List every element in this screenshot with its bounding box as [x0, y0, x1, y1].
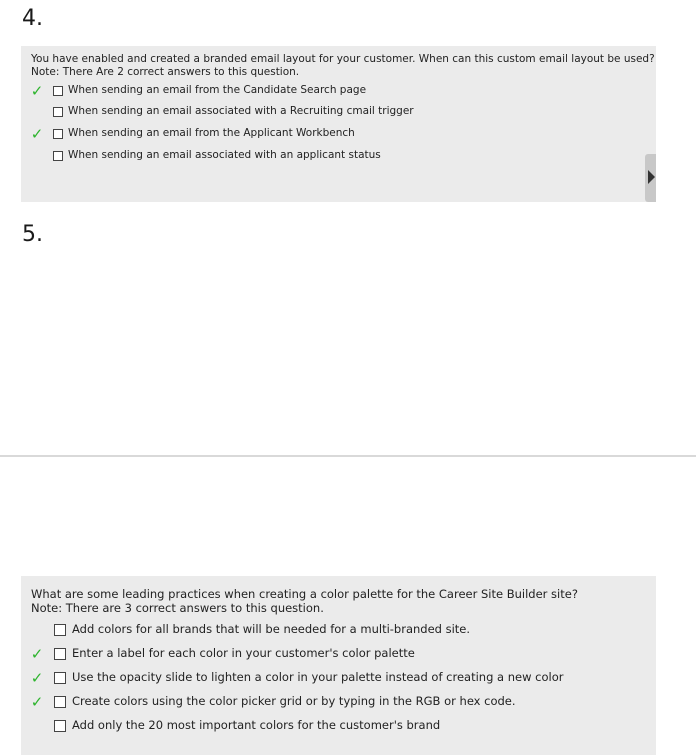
- option-checkbox[interactable]: [53, 86, 63, 96]
- option-checkbox[interactable]: [53, 107, 63, 117]
- question-5-prompt: [31, 587, 578, 615]
- question-4-prompt-line2: Note: There Are 2 correct answers to this question.: [31, 66, 300, 78]
- question-5-panel: [21, 576, 656, 755]
- chevron-right-icon: [648, 170, 655, 184]
- option-label: Create colors using the color picker grid or by typing in the RGB or hex code.: [72, 694, 516, 708]
- option-checkbox[interactable]: [54, 624, 66, 636]
- option-checkbox[interactable]: [54, 672, 66, 684]
- question-5-option-2[interactable]: [21, 646, 641, 662]
- correct-check-icon: ✓: [30, 645, 44, 663]
- question-4-option-4[interactable]: [21, 148, 641, 164]
- option-label: Add only the 20 most important colors for the customer's brand: [72, 718, 441, 732]
- question-5-option-1[interactable]: [21, 622, 641, 638]
- correct-check-icon: ✓: [30, 125, 44, 143]
- question-4-prompt-line1: You have enabled and created a branded email layout for your customer. When can this custom email layout be used?: [31, 53, 655, 65]
- option-checkbox[interactable]: [54, 696, 66, 708]
- option-label: Enter a label for each color in your customer's color palette: [72, 646, 415, 660]
- option-checkbox[interactable]: [54, 720, 66, 732]
- question-4-prompt: [31, 53, 655, 79]
- option-label: When sending an email from the Candidate Search page: [68, 84, 367, 96]
- question-5-prompt-line1: What are some leading practices when creating a color palette for the Career Site Builder site?: [31, 587, 578, 601]
- question-4-panel: [21, 46, 656, 202]
- question-4-option-1[interactable]: [21, 83, 641, 99]
- option-checkbox[interactable]: [54, 648, 66, 660]
- question-4-option-3[interactable]: [21, 126, 641, 142]
- option-label: When sending an email associated with an applicant status: [68, 149, 381, 161]
- page-divider: [0, 455, 696, 457]
- question-4-number: 4.: [22, 6, 43, 31]
- option-label: Add colors for all brands that will be needed for a multi-branded site.: [72, 622, 471, 636]
- option-checkbox[interactable]: [53, 129, 63, 139]
- question-4-option-2[interactable]: [21, 104, 641, 120]
- question-5-option-3[interactable]: [21, 670, 641, 686]
- question-5-option-5[interactable]: [21, 718, 641, 734]
- correct-check-icon: ✓: [30, 669, 44, 687]
- side-panel-toggle[interactable]: [645, 154, 656, 202]
- correct-check-icon: ✓: [30, 82, 44, 100]
- option-label: When sending an email from the Applicant Workbench: [68, 127, 355, 139]
- option-label: When sending an email associated with a Recruiting cmail trigger: [68, 105, 414, 117]
- correct-check-icon: ✓: [30, 693, 44, 711]
- question-5-number: 5.: [22, 222, 43, 247]
- question-5-option-4[interactable]: [21, 694, 641, 710]
- option-label: Use the opacity slide to lighten a color in your palette instead of creating a new color: [72, 670, 564, 684]
- question-5-prompt-line2: Note: There are 3 correct answers to this question.: [31, 601, 324, 615]
- option-checkbox[interactable]: [53, 151, 63, 161]
